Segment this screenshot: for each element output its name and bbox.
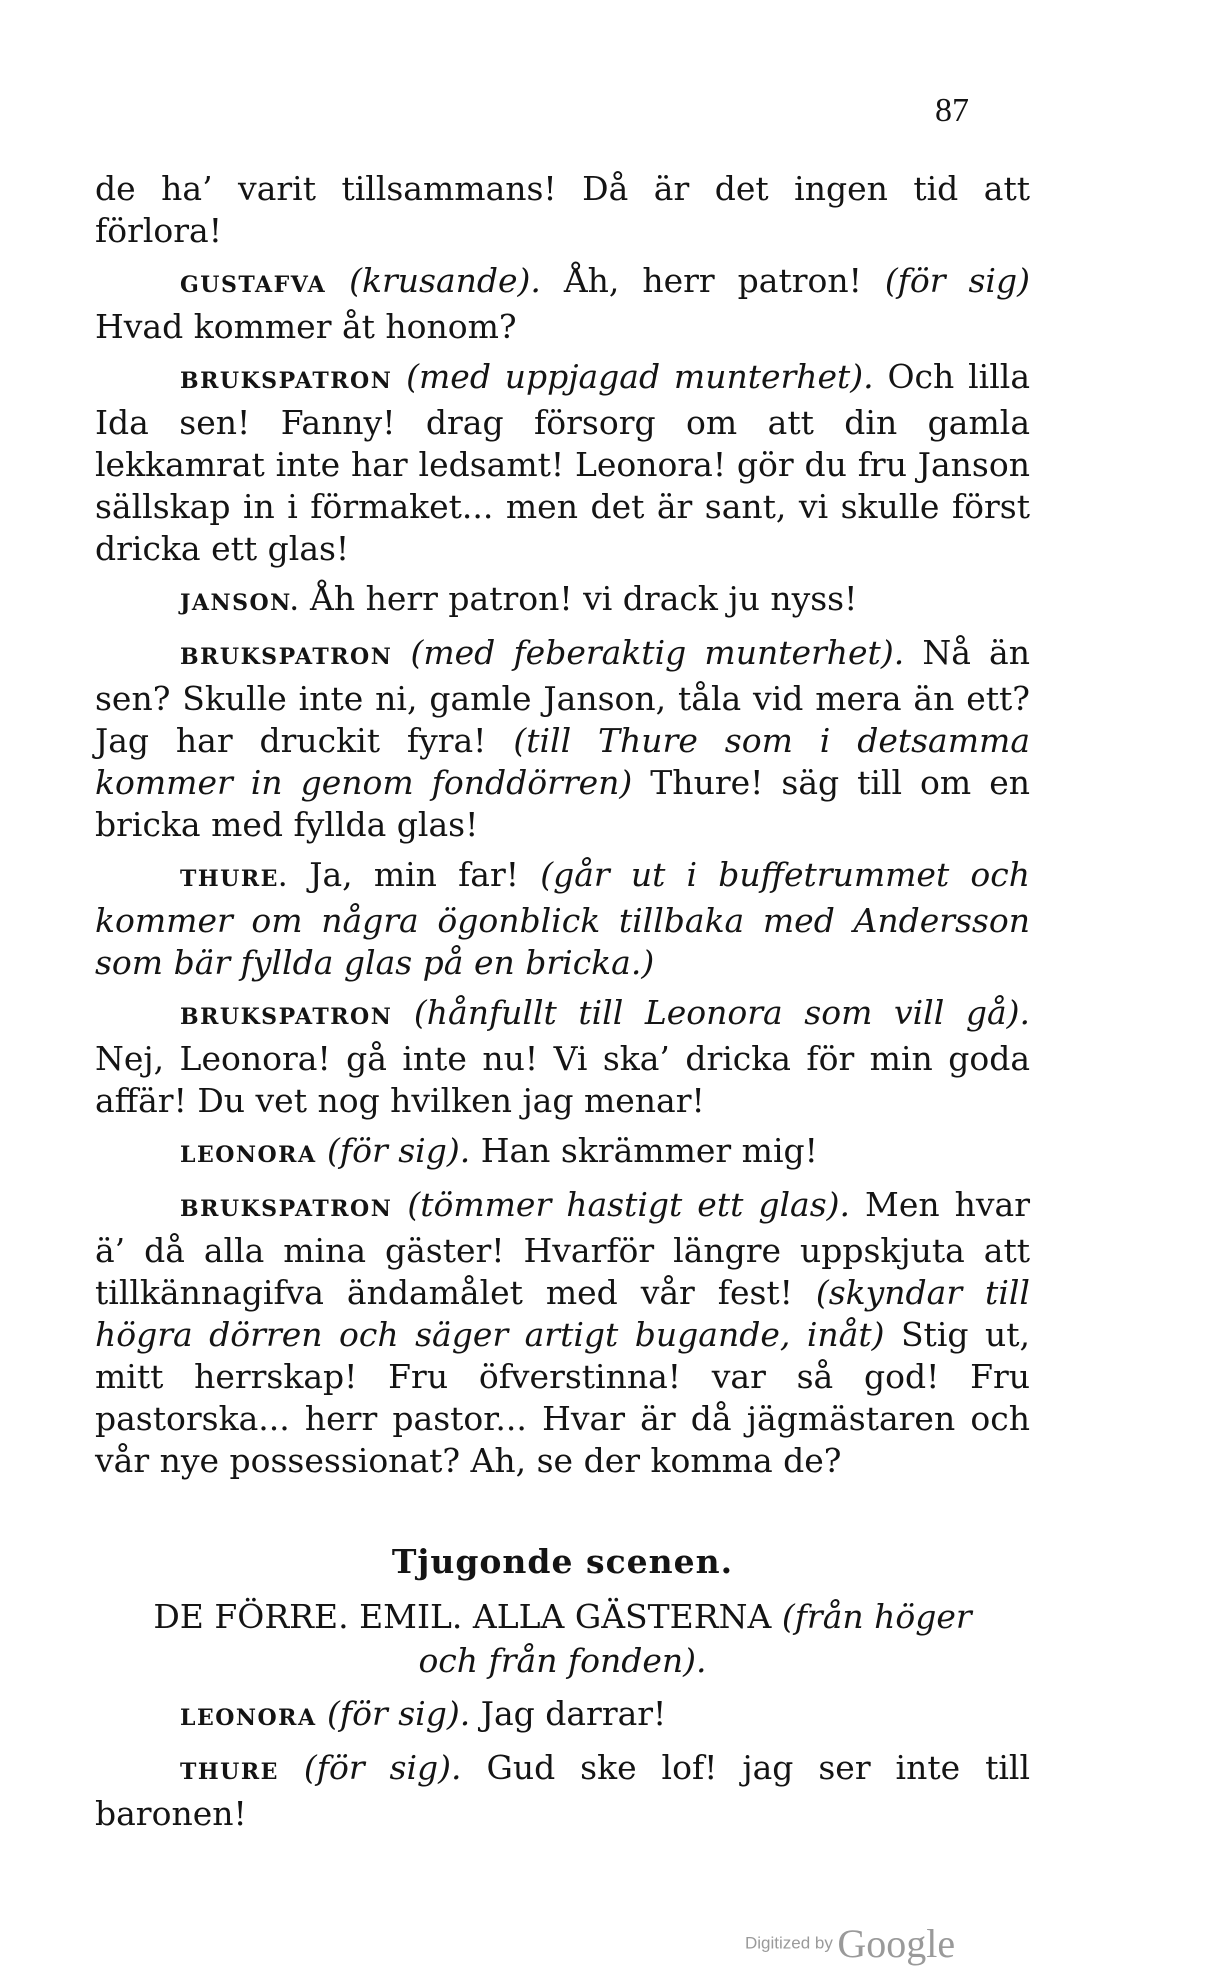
speech-text: Åh, herr patron! — [540, 261, 885, 300]
speaker-name: BRUKSPATRON — [180, 644, 393, 670]
speech-leonora — [95, 1693, 1030, 1739]
cast-list: DE FÖRRE. EMIL. ALLA GÄSTERNA — [153, 1597, 772, 1636]
speech-text: Han skrämmer mig! — [470, 1131, 818, 1170]
speaker-name: GUSTAFVA — [180, 272, 327, 298]
stage-direction: (för sig). — [327, 1131, 471, 1170]
speech-text: Jag darrar! — [470, 1694, 667, 1733]
stage-direction: (med uppjagad munterhet). — [406, 357, 874, 396]
speech-gustafva — [95, 260, 1030, 348]
speech-text: Men hvar ä’ då alla mina gäster! Hvarför längre uppskjuta att tillkännagifva ändamålet med vår fest! — [95, 1185, 1030, 1312]
speaker-name: THURE — [180, 1759, 279, 1785]
speaker-name: LEONORA — [180, 1705, 317, 1731]
watermark-prefix: Digitized by — [745, 1933, 833, 1953]
speaker-name: BRUKSPATRON — [180, 1004, 393, 1030]
speech-brukspatron — [95, 992, 1030, 1122]
speech-brukspatron — [95, 356, 1030, 570]
stage-direction: (med feberaktig munterhet). — [410, 633, 905, 672]
stage-direction: (för sig). — [327, 1694, 471, 1733]
speech-text: Thure! säg till om en bricka med fyllda glas! — [95, 763, 1030, 844]
speech-thure — [95, 854, 1030, 984]
speech-janson — [95, 578, 1030, 624]
paragraph — [95, 168, 1030, 252]
stage-direction: (skyndar till högra dörren och säger artigt bugande, inåt) — [95, 1273, 1030, 1354]
speaker-name: JANSON. — [180, 590, 300, 616]
speech-thure — [95, 1747, 1030, 1835]
paragraph-text: de ha’ varit tillsammans! Då är det ingen tid att förlora! — [95, 169, 1030, 250]
speaker-name: LEONORA — [180, 1142, 317, 1168]
speech-text: Åh herr patron! vi drack ju nyss! — [299, 579, 858, 618]
google-logo: Google — [837, 1921, 956, 1966]
stage-direction: (går ut i buffetrummet och kommer om några ögonblick tillbaka med Andersson som bär fyllda glas på en bricka.) — [95, 855, 1030, 982]
speaker-name: BRUKSPATRON — [180, 368, 393, 394]
speech-text: Och lilla Ida sen! Fanny! drag försorg om att din gamla lekkamrat inte har ledsamt! Leonora! gör du fru Janson sällskap in i förmaket... men det är sant, vi skulle först dricka ett glas! — [95, 357, 1030, 568]
speech-brukspatron — [95, 632, 1030, 846]
scene-heading: Tjugonde scenen. — [391, 1542, 734, 1581]
scene-cast — [95, 1595, 1030, 1683]
stage-direction: (för sig) — [884, 261, 1030, 300]
stage-direction: (tömmer hastigt ett glas). — [407, 1185, 851, 1224]
speech-text: Gud ske lof! jag ser inte till baronen! — [95, 1748, 1030, 1833]
stage-direction: (till Thure som i detsamma kommer in genom fonddörren) — [95, 721, 1030, 802]
digitized-by-google-watermark — [745, 1920, 955, 1967]
stage-direction: (från höger och från fonden). — [418, 1597, 972, 1680]
speaker-name: BRUKSPATRON — [180, 1196, 393, 1222]
speech-brukspatron — [95, 1184, 1030, 1482]
speech-text: Stig ut, mitt herrskap! Fru öfverstinna! var så god! Fru pastorska... herr pastor... Hvar är då jägmästaren och vår nye possessionat? Ah, se der komma de? — [95, 1315, 1030, 1480]
speaker-name: THURE. — [180, 866, 289, 892]
page-body — [95, 168, 1030, 1843]
speech-text: Nej, Leonora! gå inte nu! Vi ska’ dricka för min goda affär! Du vet nog hvilken jag menar! — [95, 1039, 1030, 1120]
speech-text: Ja, min far! — [288, 855, 541, 894]
stage-direction: (hånfullt till Leonora som vill gå). — [413, 993, 1030, 1032]
speech-text: Nå än sen? Skulle inte ni, gamle Janson, tåla vid mera än ett? Jag har druckit fyra! — [95, 633, 1030, 760]
speech-text: Hvad kommer åt honom? — [95, 307, 517, 346]
stage-direction: (för sig). — [303, 1748, 462, 1787]
stage-direction: (krusande). — [349, 261, 541, 300]
page-number: 87 — [935, 92, 969, 129]
speech-leonora — [95, 1130, 1030, 1176]
